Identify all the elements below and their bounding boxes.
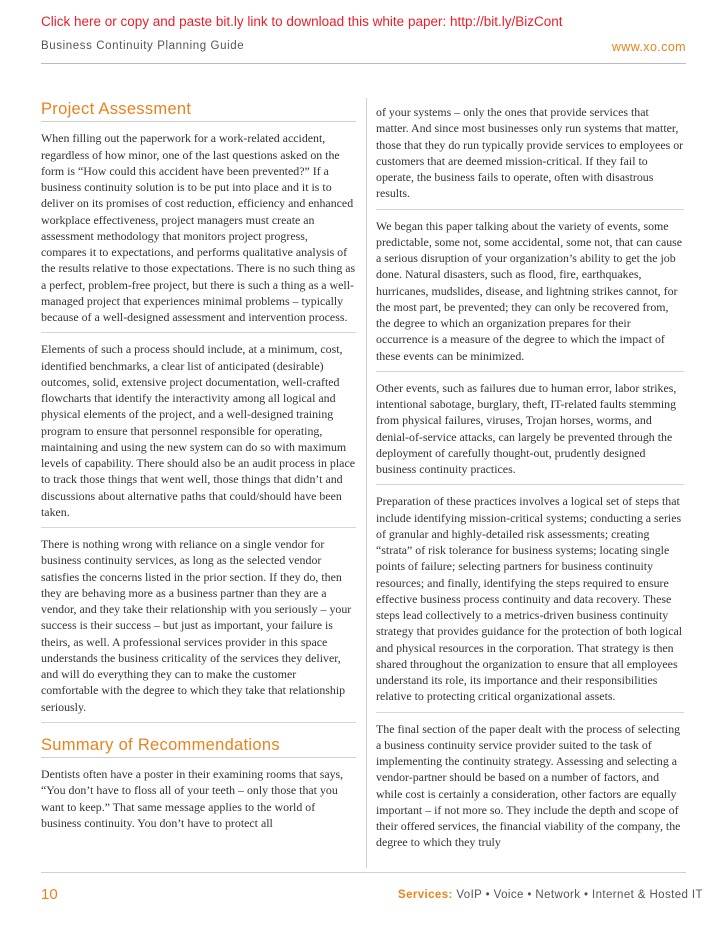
services-label: Services: (398, 889, 453, 901)
services-footer (398, 889, 703, 901)
services-list: VoIP • Voice • Network • Internet & Hosted IT (456, 889, 703, 901)
paragraph: We began this paper talking about the variety of events, some predictable, some not, some accidental, some not, that can cause a serious disruption of your organization’s ability to get the job done. Natural disasters, such as flood, fire, earthquakes, hurricanes, mudslides, disease, and lightning strikes cannot, for the most part, be prevented; they can only be recovered from, the degree to which an organization prepares for their occurrence is a measure of the degree to which the impact of these events can be minimized. (376, 210, 684, 372)
project-assessment-heading: Project Assessment (41, 101, 356, 122)
paragraph: of your systems – only the ones that provide services that matter. And since most businesses only run systems that matter, those that they do run typically provide services to employees or customers that are deemed mission-critical. If they fail to operate, the business fails to operate, often with disastrous results. (376, 104, 684, 210)
column-divider (366, 98, 367, 868)
paragraph: Elements of such a process should include, at a minimum, cost, identified benchmarks, a clear list of anticipated (desirable) outcomes, solid, extensive project documentation, well-crafted flowcharts that identify the interactivity among all logical and physical elements of the project, and a well-designed training program to ensure that personnel responsible for operating, maintaining and using the new system can do so with maximum levels of capability. There should also be an audit process in place to track those things that went well, those things that didn’t and discussions about alternative paths that could/should have been taken. (41, 333, 356, 528)
page-header (41, 40, 686, 54)
paragraph: When filling out the paperwork for a work-related accident, regardless of how minor, one of the last questions asked on the form is “How could this accident have been prevented?” If a business continuity solution is to be put into place and it is to deliver on its promises of cost reduction, efficiency and enhanced workplace effectiveness, project managers must create an assessment methodology that monitors project progress, compares it to expectations, and performs qualitative analysis of the results relative to those expectations. There is no such thing as a perfect, problem-free project, but there is such a thing as a well-managed project that experiences minimal problems – typically because of a well-designed assessment and intervention process. (41, 122, 356, 333)
download-banner-link[interactable]: Click here or copy and paste bit.ly link to download this white paper: http://bit.ly/BizCont (41, 14, 563, 29)
summary-heading: Summary of Recommendations (41, 737, 356, 758)
paragraph: The final section of the paper dealt with the process of selecting a business continuity service provider suited to the task of implementing the continuity strategy. Assessing and selecting a vendor-partner should be based on a number of factors, and while cost is certainly a consideration, other factors are equally important – if not more so. They include the depth and scope of their offered services, the financial viability of the company, the degree to which they truly (376, 721, 681, 850)
site-url[interactable]: www.xo.com (611, 40, 686, 54)
right-column (376, 104, 684, 858)
paragraph: Dentists often have a poster in their examining rooms that says, “You don’t have to floss all of your teeth – only those that you want to keep.” That same message applies to the world of business continuity. You don’t have to protect all (41, 767, 344, 830)
guide-title: Business Continuity Planning Guide (41, 40, 245, 52)
left-column (41, 101, 356, 838)
paragraph: Preparation of these practices involves a logical set of steps that include identifying mission-critical systems; conducting a series of granular and highly-detailed risk assessments; creating “strata” of risk tolerance for business systems; locating single points of failure; selecting partners for business continuity resources; and finally, identifying the steps required to ensure effective business process continuity and data recovery. These steps lead collectively to a metrics-driven business continuity strategy that provides guidance for the protection of both logical and physical resources in the corporation. That strategy is then shared throughout the organization to ensure that all employees understand its role, its importance and their responsibilities relative to protecting critical organizational assets. (376, 485, 684, 712)
page-number: 10 (41, 886, 58, 903)
paragraph: Other events, such as failures due to human error, labor strikes, intentional sabotage, burglary, theft, IT-related faults stemming from physical failures, viruses, Trojan horses, worms, and denial-of-service attacks, can largely be prevented through the deployment of carefully thought-out, prudently designed business continuity practices. (376, 372, 684, 486)
header-rule (41, 63, 686, 64)
paragraph: There is nothing wrong with reliance on a single vendor for business continuity services, as long as the selected vendor satisfies the concerns listed in the prior section. If they do, then they are behaving more as a business partner than they are a vendor, and they take their relationship with you seriously – your success is their success – but just as important, your failure is theirs, as well. A professional services provider in this space understands the business criticality of the services they deliver, and will do everything they can to make the customer comfortable with the degree to which they take that relationship seriously. (41, 528, 356, 723)
footer-rule (41, 872, 686, 873)
